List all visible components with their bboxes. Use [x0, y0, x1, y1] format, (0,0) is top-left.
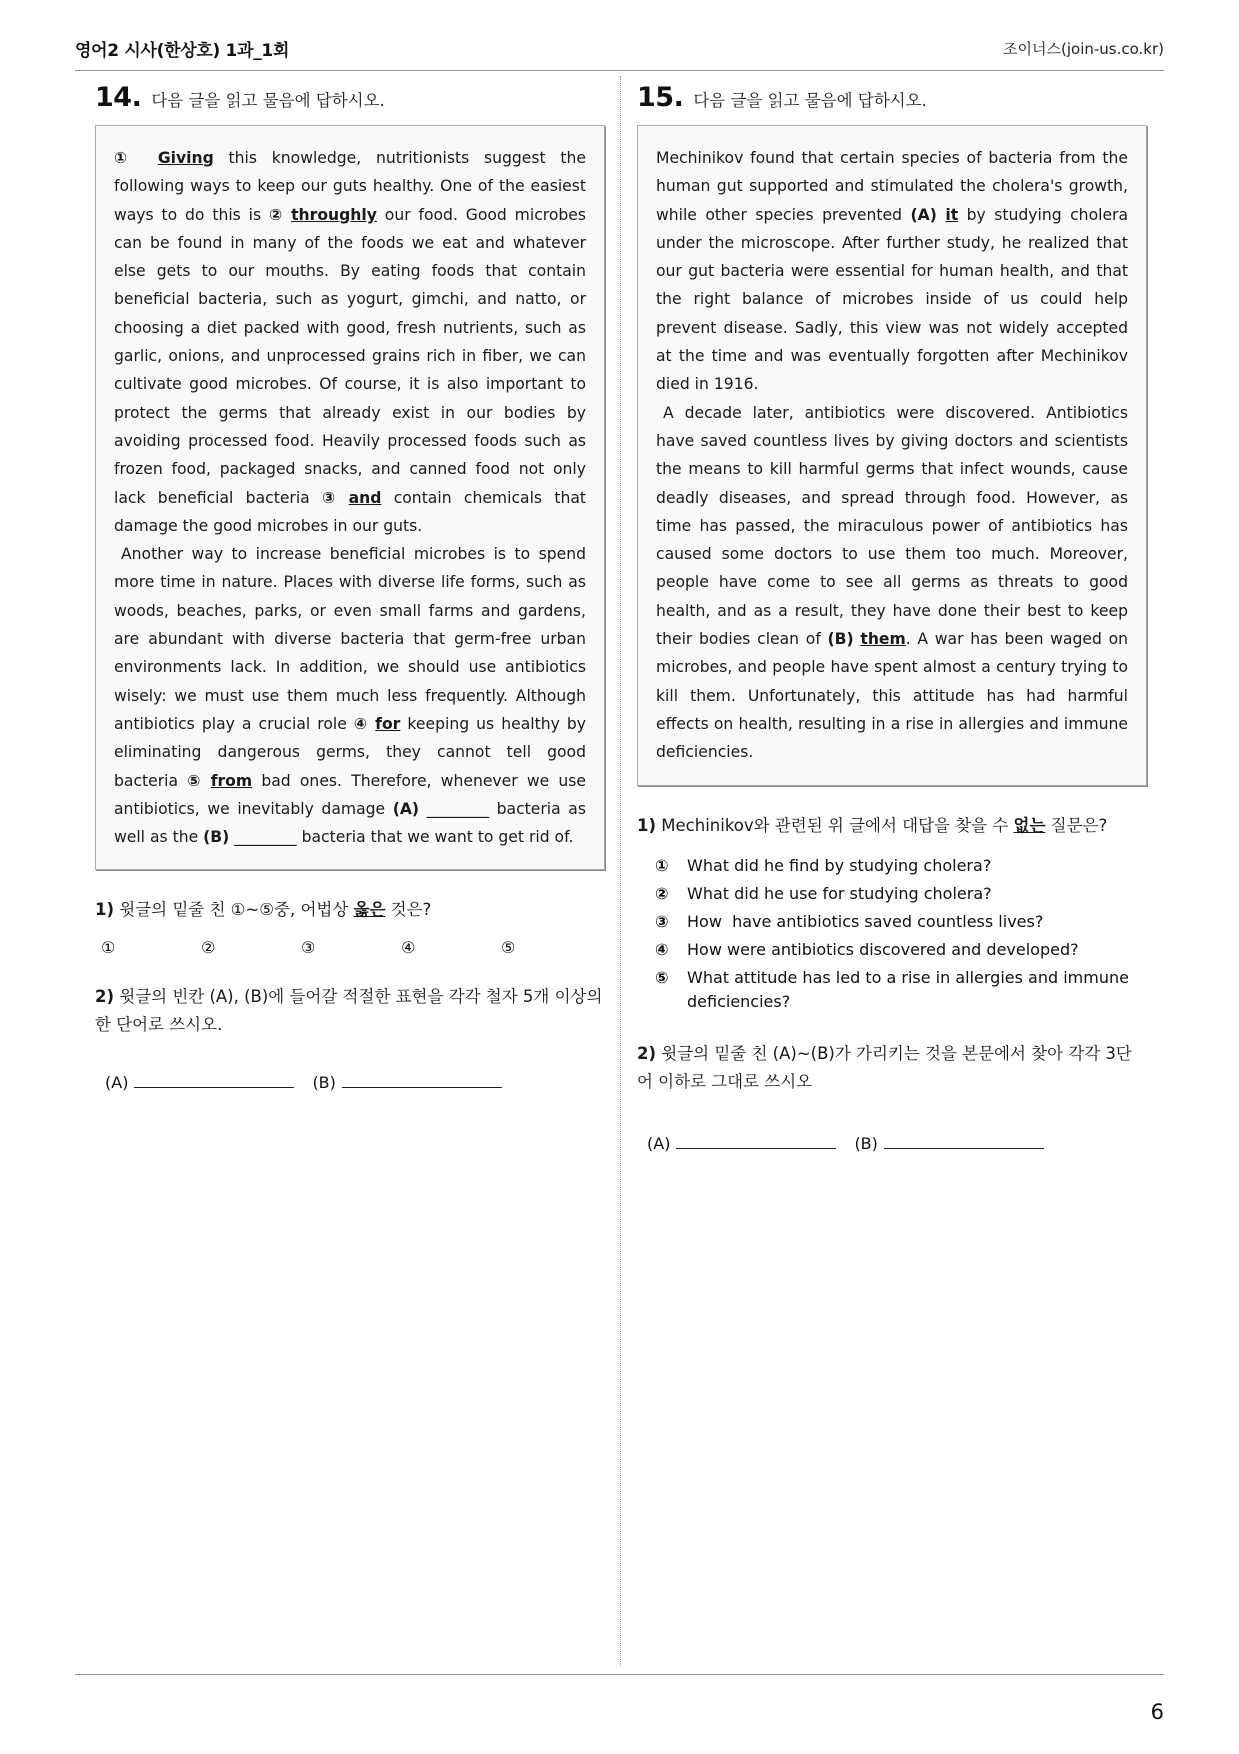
- question-number: 15.: [637, 82, 684, 113]
- sub-question-text: 질문은?: [1045, 815, 1108, 835]
- passage-paragraph-1: [114, 144, 586, 540]
- blank-a-label: (A): [392, 799, 420, 818]
- sub-question-number: 2): [637, 1043, 657, 1063]
- passage-text: contain chemicals that damage the good microbes in our guts.: [114, 488, 587, 535]
- blank-line[interactable]: [134, 1073, 294, 1088]
- emphasis-word: 옳은: [353, 900, 386, 920]
- choice-2[interactable]: ②: [201, 938, 216, 958]
- option-marker: ③: [655, 911, 669, 931]
- question-instruction: 다음 글을 읽고 물음에 답하시오.: [151, 91, 385, 110]
- blank-label: (A): [105, 1073, 129, 1093]
- marker-3: ③: [322, 488, 343, 507]
- sub-question-text: 윗글의 밑줄 친 (A)~(B)가 가리키는 것을 본문에서 찾아 각각 3단어 이하로 그대로 쓰시오: [637, 1043, 1132, 1091]
- emphasis-word: 없는: [1013, 815, 1046, 835]
- document-title: 영어2 시사(한상호) 1과_1회: [75, 41, 290, 61]
- option-text: What did he find by studying cholera?: [687, 855, 992, 875]
- sub-question-2: [95, 983, 605, 1039]
- question-instruction: 다음 글을 읽고 물음에 답하시오.: [693, 91, 927, 110]
- ref-b-label: (B): [827, 630, 854, 649]
- option-3[interactable]: [655, 908, 1147, 936]
- marker-1: ①: [114, 149, 138, 167]
- passage-text: . A war has been waged on microbes, and people have spent almost a century trying to kill them. Unfortunately, this attitude has had harmful effects on health, resulting in a rise in allergies and immune deficiencies.: [656, 630, 1128, 762]
- sub-question-number: 1): [95, 900, 115, 920]
- underlined-word-3: and: [348, 488, 382, 507]
- ref-b-word: them: [860, 630, 906, 649]
- sub-question-number: 1): [637, 815, 657, 835]
- sub-question-number: 2): [95, 987, 115, 1007]
- answer-blanks: [647, 1134, 1147, 1153]
- passage-text: A decade later, antibiotics were discovered. Antibiotics have saved countless lives by giving doctors and scientists the means to kill harmful germs that infect wounds, cause deadly diseases, and spread through food. However, as time has passed, the miraculous power of antibiotics has caused some doctors to use them too much. Moreover, people have come to see all germs as threats to good health, and as a result, they have done their best to keep their bodies clean of: [656, 403, 1128, 649]
- passage-text: this knowledge, nutritionists suggest the following ways to keep our guts healthy. One of the easiest ways to do this is: [114, 149, 586, 224]
- underlined-word-1: Giving: [157, 149, 214, 167]
- sub-question-text: 윗글의 빈칸 (A), (B)에 들어갈 적절한 표현을 각각 철자 5개 이상의 한 단어로 쓰시오.: [95, 987, 603, 1035]
- page-number: 6: [1150, 1700, 1164, 1724]
- underlined-word-4: for: [375, 714, 401, 733]
- answer-options: [637, 852, 1147, 1014]
- blank-label: (A): [647, 1133, 671, 1153]
- option-4[interactable]: [655, 936, 1147, 964]
- blank-line[interactable]: [884, 1134, 1044, 1149]
- option-text: How have antibiotics saved countless lives?: [687, 911, 1044, 931]
- passage-text: Mechinikov found that certain species of bacteria from the human gut supported and stimulated the cholera's growth, while other species prevented: [656, 149, 1128, 224]
- passage-paragraph-2: [114, 540, 586, 851]
- question-14: [95, 82, 605, 1092]
- passage-paragraph-1: [656, 144, 1128, 399]
- column-divider: [620, 76, 621, 1666]
- option-1[interactable]: [655, 852, 1147, 880]
- reading-passage: [95, 125, 605, 870]
- publisher-site: 조이너스(join-us.co.kr): [1003, 40, 1164, 58]
- footer-divider: [75, 1674, 1164, 1675]
- marker-4: ④: [353, 714, 370, 733]
- sub-question-text: 윗글의 밑줄 친 ①~⑤중, 어법상: [114, 900, 354, 920]
- choice-3[interactable]: ③: [301, 938, 316, 958]
- option-2[interactable]: [655, 880, 1147, 908]
- header-divider: [75, 70, 1164, 71]
- sub-question-text: Mechinikov와 관련된 위 글에서 대답을 찾을 수: [656, 815, 1014, 835]
- question-number: 14.: [95, 82, 142, 113]
- blank-label: (B): [854, 1133, 878, 1153]
- sub-question-1: [95, 896, 605, 924]
- blank-label: (B): [312, 1073, 336, 1093]
- option-text: What did he use for studying cholera?: [687, 883, 992, 903]
- blank-a: ________: [426, 799, 490, 818]
- ref-a-word: it: [945, 205, 959, 224]
- marker-2: ②: [268, 205, 286, 224]
- choice-5[interactable]: ⑤: [501, 938, 516, 958]
- answer-choices: [101, 938, 605, 957]
- passage-text: bacteria as well as the: [114, 799, 586, 847]
- option-marker: ②: [655, 883, 669, 903]
- option-text: What attitude has led to a rise in allergies and immune deficiencies?: [687, 967, 1129, 1011]
- passage-text: keeping us healthy by eliminating dangerous germs, they cannot tell good bacteria: [114, 714, 587, 790]
- option-5[interactable]: [655, 964, 1147, 1014]
- reading-passage: [637, 125, 1147, 786]
- sub-question-1: [637, 812, 1147, 840]
- underlined-word-5: from: [210, 771, 253, 790]
- ref-a-label: (A): [910, 205, 937, 224]
- passage-text: Another way to increase beneficial microbes is to spend more time in nature. Places with diverse life forms, such as woods, beaches, parks, or even small farms and gardens, are abundant with diverse bacteria that germ-free urban environments lack. In addition, we should use antibiotics wisely: we must use them much less frequently. Although antibiotics play a crucial role: [114, 545, 586, 733]
- answer-blank-a[interactable]: [647, 1134, 836, 1153]
- answer-blanks: [105, 1073, 605, 1092]
- marker-5: ⑤: [187, 771, 205, 790]
- answer-blank-b[interactable]: [312, 1073, 501, 1092]
- option-marker: ④: [655, 939, 669, 959]
- blank-b-label: (B): [203, 828, 230, 847]
- option-marker: ⑤: [655, 967, 669, 987]
- blank-line[interactable]: [342, 1073, 502, 1088]
- question-15: [637, 82, 1147, 1153]
- passage-text: bacteria that we want to get rid of.: [296, 828, 574, 847]
- passage-text: bad ones. Therefore, whenever we use antibiotics, we inevitably damage: [114, 771, 587, 818]
- option-text: How were antibiotics discovered and developed?: [687, 939, 1079, 959]
- question-14-header: [95, 82, 605, 113]
- sub-question-text: 것은?: [385, 900, 432, 920]
- blank-b: ________: [234, 828, 297, 847]
- passage-text: our food. Good microbes can be found in many of the foods we eat and whatever else gets to our mouths. By eating foods that contain beneficial bacteria, such as yogurt, gimchi, and natto, or choosing a diet packed with good, fresh nutrients, such as garlic, onions, and unprocessed grains rich in fiber, we can cultivate good microbes. Of course, it is also important to protect the germs that already exist in our bodies by avoiding processed food. Heavily processed foods such as frozen food, packaged snacks, and canned food not only lack beneficial bacteria: [114, 205, 587, 507]
- underlined-word-2: throughly: [291, 205, 377, 224]
- answer-blank-b[interactable]: [854, 1134, 1043, 1153]
- passage-paragraph-2: [656, 399, 1128, 767]
- choice-4[interactable]: ④: [401, 938, 416, 958]
- passage-text: by studying cholera under the microscope. After further study, he realized that our gut bacteria were essential for human health, and that the right balance of microbes inside of us could help prevent disease. Sadly, this view was not widely accepted at the time and was eventually forgotten after Mechinikov died in 1916.: [656, 205, 1128, 394]
- blank-line[interactable]: [676, 1134, 836, 1149]
- question-15-header: [637, 82, 1147, 113]
- sub-question-2: [637, 1040, 1147, 1096]
- choice-1[interactable]: ①: [101, 938, 116, 958]
- answer-blank-a[interactable]: [105, 1073, 294, 1092]
- option-marker: ①: [655, 855, 669, 875]
